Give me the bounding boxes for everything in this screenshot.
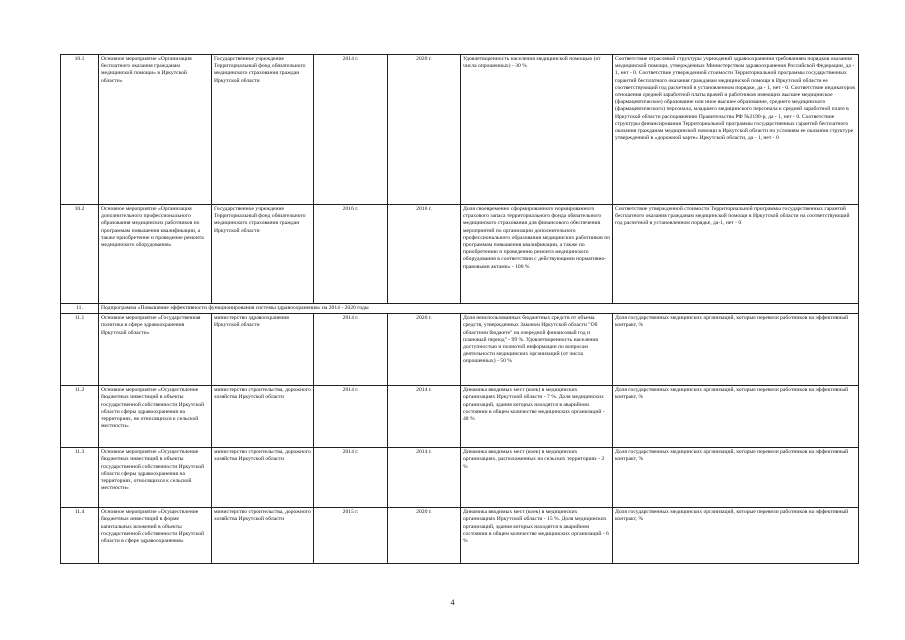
subprogram-number: 11. bbox=[61, 304, 99, 314]
event-name: Основное мероприятие «Осуществление бюджетных инвестиций в объекты государственной собственности Иркутской области сферы здравоохранения на территориях, не относящихся к сельской местности» bbox=[99, 386, 212, 448]
row-number: 11.1 bbox=[61, 314, 99, 386]
start-year: 2015 г. bbox=[314, 508, 388, 564]
row-number: 11.3 bbox=[61, 448, 99, 508]
end-year: 2016 г. bbox=[388, 205, 461, 304]
table-row bbox=[61, 314, 859, 386]
start-year: 2014 г. bbox=[314, 55, 388, 205]
target-indicators: Доля государственных медицинских организаций, которые перевели работников на эффективный контракт, % bbox=[613, 508, 859, 564]
start-year: 2014 г. bbox=[314, 448, 388, 508]
table-row bbox=[61, 448, 859, 508]
target-indicators: Доля государственных медицинских организаций, которые перевели работников на эффективный контракт, % bbox=[613, 448, 859, 508]
subprogram-title: Подпрограмма «Повышение эффективности функционирования системы здравоохранения» на 2014 - 2020 годы bbox=[99, 304, 859, 314]
expected-result: Динамика вводимых мест (коек) в медицинских организациях, расположенных на сельских территориях - 2 % bbox=[461, 448, 613, 508]
target-indicators: Соответствие отраслевой структуры учреждений здравоохранения требованиям порядков оказания медицинской помощи, утвержденных Министерством здравоохранения Российской Федерации, да - 1, нет - 0. Соответствие утвержденной стоимости Территориальной программы государственных гарантий бесплатного оказания гражданам медицинской помощи в Иркутской области ее соответствующий год расчетной в установленном порядке, да - 1, нет - 0. Соответствие индикаторов отношения средней заработной платы врачей и работников имеющих высшее медицинское (фармацевтическое) образование или иное высшее образование, среднего медицинского (фармацевтического) персонала, младшего медицинского персонала к средней заработной плате в Иркутской области распоряжению Правительства РФ №2190-р, да - 1, нет - 0. Соответствие структуры финансирования Территориальной программы государственных гарантий бесплатного оказания гражданам медицинской помощи в Иркутской области по условиям ее оказания структуре утвержденной в «дорожной карте» Иркутской области, да - 1, нет - 0 bbox=[613, 55, 859, 205]
end-year: 2014 г. bbox=[388, 448, 461, 508]
expected-result: Доля неиспользованных бюджетных средств от объема средств, утвержденных Законом Иркутской области "Об областном бюджете" на очередной финансовый год и плановый период" - 99 %. Удовлетворенность населения доступностью и полнотой информации по вопросам деятельности медицинских организаций (от числа опрошенных) - 50 % bbox=[461, 314, 613, 386]
event-name: Основное мероприятие «Государственная политика в сфере здравоохранения Иркутской области» bbox=[99, 314, 212, 386]
target-indicators: Соответствие утвержденной стоимости Территориальной программы государственных гарантий бесплатного оказания гражданам медицинской помощи в Иркутской области на соответствующий год расчетной в установленном порядке, да-1, нет - 0 bbox=[613, 205, 859, 304]
end-year: 2020 г. bbox=[388, 314, 461, 386]
expected-result: Динамика вводимых мест (коек) в медицинских организациях Иркутской области - 15 %. Доля медицинских организаций, здания которых находятся в аварийном состоянии в общем количестве медицинских организаций - 6 % bbox=[461, 508, 613, 564]
row-number: 11.4 bbox=[61, 508, 99, 564]
start-year: 2014 г. bbox=[314, 314, 388, 386]
expected-result: Динамика вводимых мест (коек) в медицинских организациях Иркутской области - 7 %. Доля медицинских организаций, здания которых находятся в аварийном состоянии в общем количестве медицинских организаций - 48 % bbox=[461, 386, 613, 448]
row-number: 11.2 bbox=[61, 386, 99, 448]
table-row bbox=[61, 386, 859, 448]
target-indicators: Доля государственных медицинских организаций, которые перевели работников на эффективный контракт, % bbox=[613, 314, 859, 386]
table-row bbox=[61, 55, 859, 205]
end-year: 2014 г. bbox=[388, 386, 461, 448]
expected-result: Доля своевременно сформированного нормированного страхового запаса территориального фонда обязательного медицинского страхования для финансового обеспечения мероприятий по организации дополнительного профессионального образования медицинских работников по программам повышения квалификации, а также по приобретению и проведению ремонта медицинского оборудования в соответствии с действующими нормативно-правовыми актами» - 100 % bbox=[461, 205, 613, 304]
executor: министерство строительства, дорожного хозяйства Иркутской области bbox=[212, 386, 314, 448]
executor: министерство здравоохранения Иркутской области bbox=[212, 314, 314, 386]
executor: Государственное учреждение Территориальный фонд обязательного медицинского страхования граждан Иркутской области bbox=[212, 55, 314, 205]
expected-result: Удовлетворенность населения медицинской помощью (от числа опрошенных) - 30 % bbox=[461, 55, 613, 205]
executor: Государственное учреждение Территориальный фонд обязательного медицинского страхования граждан Иркутской области bbox=[212, 205, 314, 304]
event-name: Основное мероприятие «Осуществление бюджетных инвестиций в форме капитальных вложений в объекты государственной собственности Иркутской области в сфере здравоохранения» bbox=[99, 508, 212, 564]
table-row bbox=[61, 205, 859, 304]
event-name: Основное мероприятие «Осуществление бюджетных инвестиций в объекты государственной собственности Иркутской области сферы здравоохранения на территориях, относящихся к сельской местности» bbox=[99, 448, 212, 508]
program-events-table bbox=[60, 54, 859, 564]
subprogram-row bbox=[61, 304, 859, 314]
start-year: 2014 г. bbox=[314, 386, 388, 448]
executor: министерство строительства, дорожного хозяйства Иркутской области bbox=[212, 448, 314, 508]
end-year: 2020 г. bbox=[388, 55, 461, 205]
target-indicators: Доля государственных медицинских организаций, которые перевели работников на эффективный контракт, % bbox=[613, 386, 859, 448]
event-name: Основное мероприятие «Организация дополнительного профессионального образования медицинских работников по программам повышения квалификации, а также приобретение и проведение ремонта медицинского оборудования» bbox=[99, 205, 212, 304]
page-number: 4 bbox=[450, 598, 455, 607]
event-name: Основное мероприятие «Организация бесплатного оказания гражданам медицинской помощи» в Иркутской области» bbox=[99, 55, 212, 205]
executor: министерство строительства, дорожного хозяйства Иркутской области bbox=[212, 508, 314, 564]
row-number: 10.1 bbox=[61, 55, 99, 205]
end-year: 2020 г. bbox=[388, 508, 461, 564]
row-number: 10.2 bbox=[61, 205, 99, 304]
start-year: 2016 г. bbox=[314, 205, 388, 304]
table-row bbox=[61, 508, 859, 564]
